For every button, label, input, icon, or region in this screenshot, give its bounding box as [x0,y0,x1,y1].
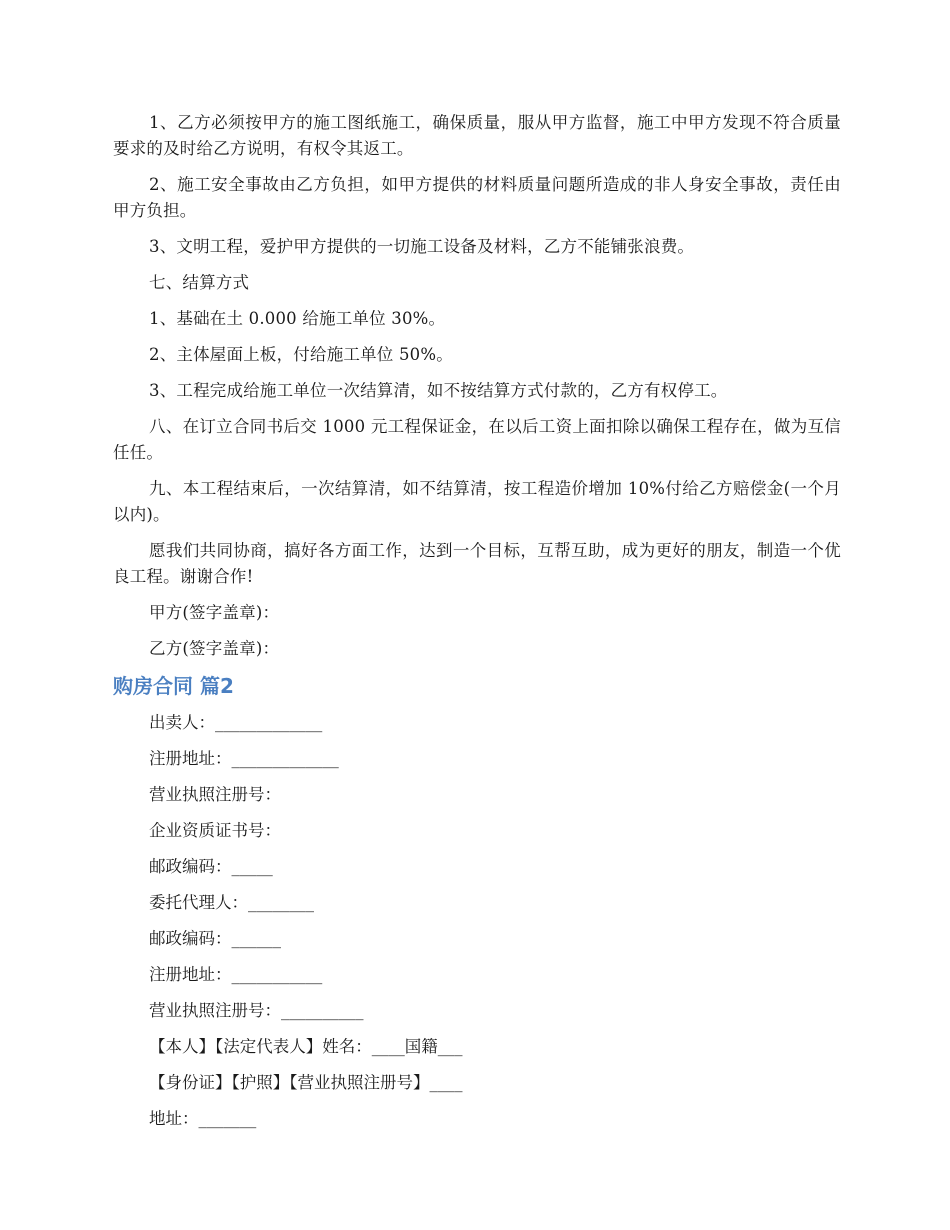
clause-paragraph: 2、主体屋面上板，付给施工单位 50%。 [149,345,453,364]
clause-paragraph: 3、文明工程，爱护甲方提供的一切施工设备及材料，乙方不能铺张浪费。 [149,237,695,256]
section-heading: 购房合同 篇2 [113,674,234,698]
registered-address-field: 注册地址：_____________ [149,749,339,768]
agent-field: 委托代理人：________ [149,893,314,912]
clause-paragraph: 1、乙方必须按甲方的施工图纸施工，确保质量，服从甲方监督，施工中甲方发现不符合质量要求的及时给乙方说明，有权令其返工。 [113,113,841,158]
section-title-settlement: 七、结算方式 [149,273,250,292]
clause-paragraph: 1、基础在土 0.000 给施工单位 30%。 [149,309,446,328]
agent-license-field: 营业执照注册号：__________ [149,1001,364,1020]
seller-field: 出卖人：_____________ [149,713,323,732]
clause-paragraph: 2、施工安全事故由乙方负担，如甲方提供的材料质量问题所造成的非人身安全事故，责任由甲方负担。 [113,175,841,220]
clause-paragraph: 3、工程完成给施工单位一次结算清，如不按结算方式付款的，乙方有权停工。 [149,381,728,400]
document-body [113,110,841,1142]
business-license-field: 营业执照注册号： [149,785,281,804]
clause-paragraph: 九、本工程结束后，一次结算清，如不结算清，按工程造价增加 10%付给乙方赔偿金(一个月以内)。 [113,479,841,524]
agent-postal-code-field: 邮政编码：______ [149,929,281,948]
party-a-signature-line: 甲方(签字盖章)： [149,603,280,622]
qualification-cert-field: 企业资质证书号： [149,821,281,840]
postal-code-field: 邮政编码：_____ [149,857,273,876]
legal-rep-name-field: 【本人】【法定代表人】姓名：____国籍___ [149,1037,463,1056]
party-b-signature-line: 乙方(签字盖章)： [149,639,280,658]
clause-paragraph: 八、在订立合同书后交 1000 元工程保证金，在以后工资上面扣除以确保工程存在，做为互信任任。 [113,417,841,462]
id-document-field: 【身份证】【护照】【营业执照注册号】____ [149,1073,463,1092]
agent-address-field: 注册地址：___________ [149,965,323,984]
address-field: 地址：_______ [149,1109,257,1128]
closing-paragraph: 愿我们共同协商，搞好各方面工作，达到一个目标，互帮互助，成为更好的朋友，制造一个优良工程。谢谢合作! [113,541,841,586]
